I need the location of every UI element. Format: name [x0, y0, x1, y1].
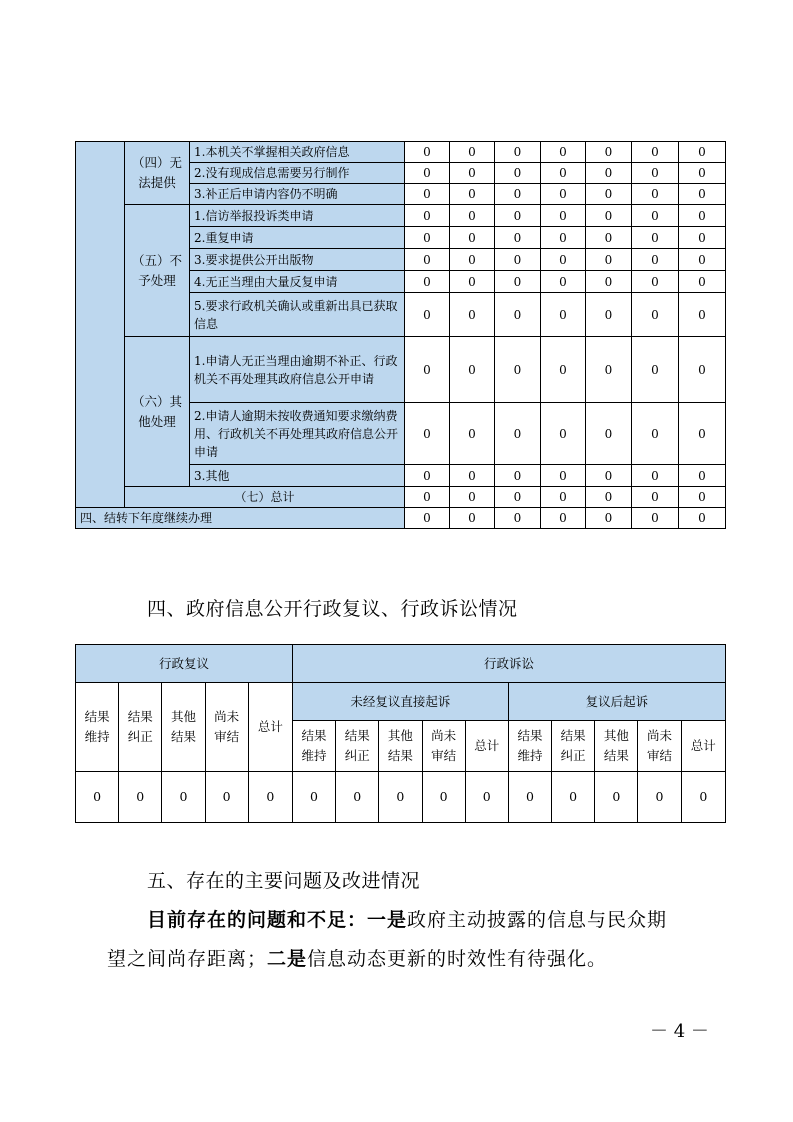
value-cell: 0 — [586, 184, 632, 205]
value-cell: 0 — [405, 465, 450, 487]
value-cell: 0 — [162, 772, 205, 823]
value-cell: 0 — [450, 142, 495, 163]
value-cell: 0 — [205, 772, 248, 823]
direct-litigation-header: 未经复议直接起诉 — [292, 683, 508, 721]
row-label: 5.要求行政机关确认或重新出具已获取信息 — [190, 293, 405, 337]
value-cell: 0 — [632, 163, 679, 184]
value-cell: 0 — [632, 249, 679, 271]
review-col-label: 总计 — [248, 683, 292, 772]
value-cell: 0 — [632, 487, 679, 508]
value-cell: 0 — [679, 403, 726, 465]
carryover-label: 四、结转下年度继续办理 — [76, 508, 405, 529]
value-cell: 0 — [679, 465, 726, 487]
value-cell: 0 — [632, 227, 679, 249]
value-cell: 0 — [679, 227, 726, 249]
value-cell: 0 — [552, 772, 595, 823]
review-col-label: 结果 纠正 — [119, 683, 162, 772]
value-cell: 0 — [450, 249, 495, 271]
value-cell: 0 — [679, 163, 726, 184]
value-cell: 0 — [422, 772, 465, 823]
value-cell: 0 — [586, 163, 632, 184]
total-label: （七）总计 — [125, 487, 405, 508]
value-cell: 0 — [541, 227, 586, 249]
row-label: 2.申请人逾期未按收费通知要求缴纳费用、行政机关不再处理其政府信息公开申请 — [190, 403, 405, 465]
value-cell: 0 — [541, 163, 586, 184]
admin-litigation-header: 行政诉讼 — [292, 645, 725, 683]
litigation-col-label: 结果 纠正 — [336, 721, 379, 772]
value-cell: 0 — [541, 205, 586, 227]
value-cell: 0 — [632, 271, 679, 293]
value-cell: 0 — [495, 249, 541, 271]
value-cell: 0 — [379, 772, 422, 823]
value-cell: 0 — [292, 772, 335, 823]
value-cell: 0 — [632, 142, 679, 163]
value-cell: 0 — [465, 772, 508, 823]
value-cell: 0 — [405, 271, 450, 293]
section4-title: 四、政府信息公开行政复议、行政诉讼情况 — [147, 598, 518, 620]
value-cell: 0 — [450, 465, 495, 487]
point-one-label: 一是 — [367, 909, 408, 931]
value-cell: 0 — [541, 403, 586, 465]
value-cell: 0 — [405, 487, 450, 508]
value-cell: 0 — [541, 508, 586, 529]
point-one-text: 政府主动披露的信息与民众期 — [407, 909, 668, 931]
value-cell: 0 — [495, 403, 541, 465]
value-cell: 0 — [586, 271, 632, 293]
row-label: 1.申请人无正当理由逾期不补正、行政机关不再处理其政府信息公开申请 — [190, 337, 405, 403]
value-cell: 0 — [450, 227, 495, 249]
value-cell: 0 — [679, 337, 726, 403]
row-label: 3.其他 — [190, 465, 405, 487]
value-cell: 0 — [679, 184, 726, 205]
value-cell: 0 — [632, 508, 679, 529]
litigation-col-label: 结果 纠正 — [552, 721, 595, 772]
litigation-col-label: 结果 维持 — [508, 721, 551, 772]
value-cell: 0 — [76, 772, 119, 823]
value-cell: 0 — [450, 184, 495, 205]
litigation-col-label: 其他 结果 — [595, 721, 638, 772]
value-cell: 0 — [495, 337, 541, 403]
value-cell: 0 — [450, 508, 495, 529]
value-cell: 0 — [405, 184, 450, 205]
value-cell: 0 — [495, 293, 541, 337]
value-cell: 0 — [508, 772, 551, 823]
row-label: 1.信访举报投诉类申请 — [190, 205, 405, 227]
value-cell: 0 — [119, 772, 162, 823]
value-cell: 0 — [405, 337, 450, 403]
blue-side-cell — [76, 142, 125, 508]
litigation-col-label: 总计 — [681, 721, 725, 772]
value-cell: 0 — [495, 205, 541, 227]
row-label: 4.无正当理由大量反复申请 — [190, 271, 405, 293]
value-cell: 0 — [586, 487, 632, 508]
value-cell: 0 — [679, 508, 726, 529]
value-cell: 0 — [632, 403, 679, 465]
point-two-text: 信息动态更新的时效性有待强化。 — [307, 948, 608, 970]
value-cell: 0 — [248, 772, 292, 823]
value-cell: 0 — [586, 508, 632, 529]
page-number: － 4 － — [650, 1021, 709, 1042]
value-cell: 0 — [495, 163, 541, 184]
value-cell: 0 — [638, 772, 681, 823]
value-cell: 0 — [495, 487, 541, 508]
value-cell: 0 — [495, 465, 541, 487]
value-cell: 0 — [405, 249, 450, 271]
problems-paragraph-line1 — [147, 905, 667, 932]
problems-paragraph-line2 — [107, 944, 607, 971]
row-label: 1.本机关不掌握相关政府信息 — [190, 142, 405, 163]
value-cell: 0 — [586, 337, 632, 403]
section5-title: 五、存在的主要问题及改进情况 — [147, 870, 421, 892]
after-review-header: 复议后起诉 — [508, 683, 725, 721]
value-cell: 0 — [679, 142, 726, 163]
group-label: （四）无法提供 — [125, 142, 190, 205]
value-cell: 0 — [586, 227, 632, 249]
row-label: 3.补正后申请内容仍不明确 — [190, 184, 405, 205]
problems-lead: 目前存在的问题和不足： — [147, 909, 368, 931]
value-cell: 0 — [586, 465, 632, 487]
value-cell: 0 — [541, 337, 586, 403]
value-cell: 0 — [405, 142, 450, 163]
group-label: （五）不予处理 — [125, 205, 190, 337]
value-cell: 0 — [450, 403, 495, 465]
row-label: 2.重复申请 — [190, 227, 405, 249]
row-label: 3.要求提供公开出版物 — [190, 249, 405, 271]
value-cell: 0 — [405, 163, 450, 184]
value-cell: 0 — [541, 487, 586, 508]
value-cell: 0 — [541, 249, 586, 271]
value-cell: 0 — [450, 337, 495, 403]
value-cell: 0 — [632, 293, 679, 337]
review-litigation-table — [75, 644, 726, 823]
value-cell: 0 — [679, 271, 726, 293]
value-cell: 0 — [405, 205, 450, 227]
value-cell: 0 — [450, 205, 495, 227]
value-cell: 0 — [450, 487, 495, 508]
value-cell: 0 — [541, 184, 586, 205]
value-cell: 0 — [679, 487, 726, 508]
value-cell: 0 — [405, 293, 450, 337]
admin-review-header: 行政复议 — [76, 645, 293, 683]
value-cell: 0 — [450, 271, 495, 293]
litigation-col-label: 总计 — [465, 721, 508, 772]
value-cell: 0 — [405, 508, 450, 529]
group-label: （六）其他处理 — [125, 337, 190, 487]
value-cell: 0 — [586, 249, 632, 271]
value-cell: 0 — [405, 227, 450, 249]
value-cell: 0 — [632, 205, 679, 227]
row-label: 2.没有现成信息需要另行制作 — [190, 163, 405, 184]
line2-text: 望之间尚存距离； — [107, 948, 268, 970]
value-cell: 0 — [679, 249, 726, 271]
value-cell: 0 — [632, 465, 679, 487]
litigation-col-label: 其他 结果 — [379, 721, 422, 772]
review-col-label: 尚未 审结 — [205, 683, 248, 772]
disposal-table — [75, 141, 726, 529]
litigation-col-label: 尚未 审结 — [638, 721, 681, 772]
value-cell: 0 — [586, 293, 632, 337]
litigation-col-label: 尚未 审结 — [422, 721, 465, 772]
review-col-label: 结果 维持 — [76, 683, 119, 772]
value-cell: 0 — [541, 293, 586, 337]
point-two-label: 二是 — [267, 948, 308, 970]
value-cell: 0 — [450, 163, 495, 184]
value-cell: 0 — [632, 337, 679, 403]
value-cell: 0 — [450, 293, 495, 337]
value-cell: 0 — [679, 205, 726, 227]
value-cell: 0 — [586, 205, 632, 227]
value-cell: 0 — [586, 403, 632, 465]
value-cell: 0 — [586, 142, 632, 163]
value-cell: 0 — [495, 508, 541, 529]
value-cell: 0 — [541, 142, 586, 163]
value-cell: 0 — [495, 184, 541, 205]
review-col-label: 其他 结果 — [162, 683, 205, 772]
value-cell: 0 — [495, 271, 541, 293]
value-cell: 0 — [336, 772, 379, 823]
value-cell: 0 — [405, 403, 450, 465]
litigation-col-label: 结果 维持 — [292, 721, 335, 772]
value-cell: 0 — [595, 772, 638, 823]
value-cell: 0 — [495, 227, 541, 249]
value-cell: 0 — [632, 184, 679, 205]
value-cell: 0 — [541, 465, 586, 487]
value-cell: 0 — [679, 293, 726, 337]
value-cell: 0 — [541, 271, 586, 293]
value-cell: 0 — [681, 772, 725, 823]
value-cell: 0 — [495, 142, 541, 163]
